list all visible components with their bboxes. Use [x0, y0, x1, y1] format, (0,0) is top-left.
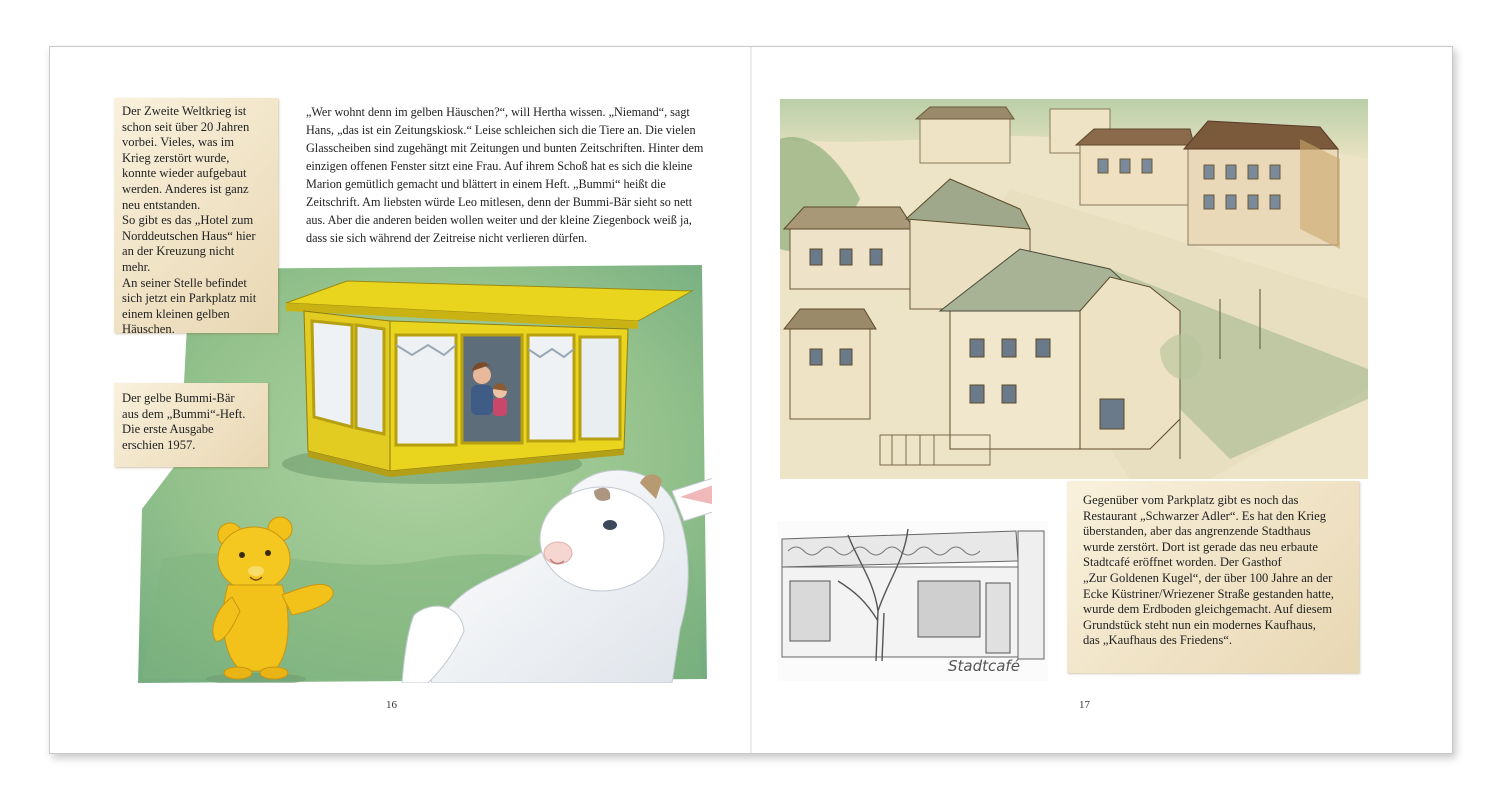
- book-gutter: [750, 47, 752, 753]
- story-text: „Wer wohnt denn im gelben Häuschen?“, will Hertha wissen. „Niemand“, sagt Hans, „das ist ein Zeitungskiosk.“ Leise schleichen sich die Tiere an. Die vielen Glasscheiben sind zugehängt mit Zeitungen und bunten Zeitschriften. Hinter dem einzigen offenen Fenster sitzt eine Frau. Auf ihrem Schoß hat es sich die kleine Marion gemütlich gemacht und blättert in einem Heft. „Bummi“ heißt die Zeitschrift. Am liebsten würde Leo mitlesen, denn der Bummi-Bär sieht so nett aus. Aber die anderen beiden wollen weiter und der kleine Ziegenbock weiß ja, dass sie sich während der Zeitreise nicht verlieren dürfen.: [306, 105, 704, 245]
- caption-note-restaurant: [1067, 481, 1359, 673]
- sketch-label-stadtcafe: Stadtcafé: [948, 657, 1020, 675]
- page-number-right: 17: [1079, 699, 1090, 711]
- caption-bummi-text: Der gelbe Bummi-Bär aus dem „Bummi“-Heft. Die erste Ausgabe erschien 1957.: [122, 391, 246, 452]
- caption-restaurant-text: Gegenüber vom Parkplatz gibt es noch das Restaurant „Schwarzer Adler“. Es hat den Krieg überstanden, aber das angrenzende Stadthaus wurde zerstört. Dort ist gerade das neu erbaute Stadtcafé eröffnet worden. Der Gasthof „Zur Goldenen Kugel“, der über 100 Jahre an der Ecke Küstriner/Wriezener Straße gestanden hatte, wurde dem Erdboden gleichgemacht. Auf diesem Grundstück steht nun ein modernes Kaufhaus, das „Kaufhaus des Friedens“.: [1083, 493, 1334, 648]
- caption-war-text: Der Zweite Weltkrieg ist schon seit über 20 Jahren vorbei. Vieles, was im Krieg zerstört wurde, konnte wieder aufgebaut werden. Anderes ist ganz neu entstanden. So gibt es das „Hotel zum Norddeutschen Haus“ hier an der Kreuzung nicht mehr. An seiner Stelle befindet sich jetzt ein Parkplatz mit einem kleinen gelben Häuschen.: [122, 104, 257, 337]
- town-aerial-illustration: [780, 99, 1368, 479]
- stadtcafe-pencil-sketch: [778, 521, 1048, 681]
- book-spread: [49, 46, 1453, 754]
- caption-note-war: [114, 98, 278, 337]
- page-number-left: 16: [386, 699, 397, 711]
- caption-note-bummi: [114, 383, 268, 467]
